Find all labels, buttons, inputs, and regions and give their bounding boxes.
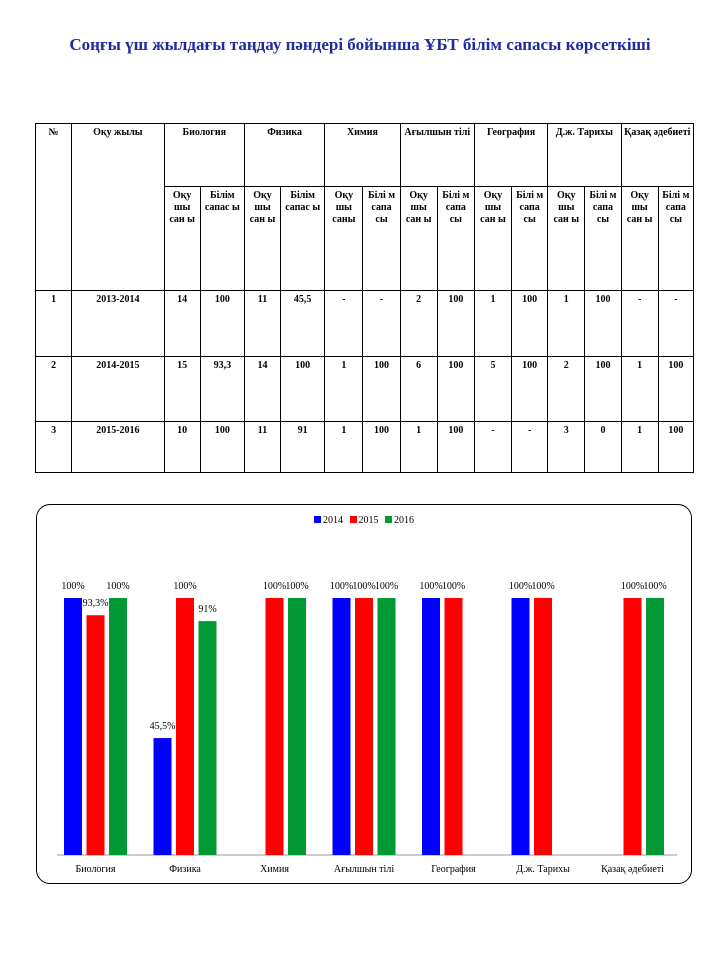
- subheader-students: Оқу шы сан ы: [621, 187, 658, 291]
- category-label: Биология: [75, 864, 116, 875]
- bar-2014: [512, 598, 530, 855]
- category-label: Д.ж. Тарихы: [516, 864, 570, 875]
- table-cell: 1: [474, 291, 511, 357]
- table-cell: 2: [548, 357, 585, 422]
- data-label: 100%: [262, 581, 287, 592]
- table-cell: 11: [244, 291, 280, 357]
- chart-container: [36, 504, 692, 884]
- col-header-subject: Ағылшын тілі: [400, 124, 474, 187]
- bar-2015: [176, 598, 194, 855]
- bar-2016: [109, 598, 127, 855]
- data-label: 100%: [61, 581, 85, 592]
- col-header-subject: Биология: [164, 124, 244, 187]
- bar-2015: [445, 598, 463, 855]
- table-cell: 1: [325, 357, 363, 422]
- table-row: [36, 291, 694, 357]
- subheader-quality: Білі м сапа сы: [585, 187, 621, 291]
- table-cell: 6: [400, 357, 437, 422]
- col-header-subject: Физика: [244, 124, 324, 187]
- category-label: География: [431, 864, 476, 875]
- data-label: 100%: [620, 581, 645, 592]
- table-cell: 15: [164, 357, 200, 422]
- table-row: [36, 422, 694, 473]
- col-header-year: Оқу жылы: [72, 124, 164, 291]
- data-label: 100%: [106, 581, 130, 592]
- table-cell: -: [325, 291, 363, 357]
- col-header-subject: География: [474, 124, 547, 187]
- table-cell: 100: [585, 291, 621, 357]
- table-cell: 14: [244, 357, 280, 422]
- data-label: 100%: [419, 581, 443, 592]
- bar-2016: [288, 598, 306, 855]
- table-cell: 100: [512, 291, 548, 357]
- legend-label: 2016: [394, 515, 414, 526]
- subheader-quality: Білі м сапа сы: [363, 187, 400, 291]
- row-year: 2014-2015: [72, 357, 164, 422]
- subheader-quality: Білі м сапа сы: [512, 187, 548, 291]
- col-header-subject: Қазақ әдебиеті: [621, 124, 693, 187]
- bar-2015: [355, 598, 373, 855]
- table-cell: -: [658, 291, 693, 357]
- bar-2016: [199, 621, 217, 855]
- table-cell: 2: [400, 291, 437, 357]
- table-cell: 0: [585, 422, 621, 473]
- row-number: 3: [36, 422, 72, 473]
- bar-2014: [422, 598, 440, 855]
- data-label: 100%: [173, 581, 197, 592]
- table-cell: 100: [281, 357, 325, 422]
- row-year: 2015-2016: [72, 422, 164, 473]
- table-cell: 100: [437, 291, 474, 357]
- data-label: 100%: [329, 581, 354, 592]
- category-label: Қазақ әдебиеті: [601, 864, 664, 875]
- bar-chart: [37, 505, 691, 883]
- table-cell: -: [621, 291, 658, 357]
- data-label: 100%: [643, 581, 667, 592]
- subheader-students: Оқу шы сан ы: [474, 187, 511, 291]
- table-cell: 100: [200, 291, 244, 357]
- data-label: 91%: [198, 604, 217, 616]
- data-label: 100%: [441, 581, 466, 592]
- table-cell: 100: [658, 422, 693, 473]
- table-cell: 3: [548, 422, 585, 473]
- table-cell: 1: [325, 422, 363, 473]
- data-label: 100%: [374, 581, 399, 592]
- table-row: [36, 357, 694, 422]
- subheader-students: Оқу шы саны: [325, 187, 363, 291]
- subheader-quality: Білім сапас ы: [281, 187, 325, 291]
- col-header-number: №: [36, 124, 72, 291]
- row-year: 2013-2014: [72, 291, 164, 357]
- bar-2015: [534, 598, 552, 855]
- subheader-quality: Білім сапас ы: [200, 187, 244, 291]
- table-cell: 1: [621, 357, 658, 422]
- table-cell: 100: [585, 357, 621, 422]
- data-label: 100%: [508, 581, 533, 592]
- row-number: 1: [36, 291, 72, 357]
- data-label: 45,5%: [149, 721, 176, 733]
- bar-2014: [333, 598, 351, 855]
- col-header-subject: Д.ж. Тарихы: [548, 124, 621, 187]
- bar-2014: [64, 598, 82, 855]
- table-cell: 100: [363, 357, 400, 422]
- table-cell: -: [512, 422, 548, 473]
- table-cell: 100: [200, 422, 244, 473]
- table-cell: 100: [437, 357, 474, 422]
- bar-2015: [624, 598, 642, 855]
- results-table: [35, 123, 694, 473]
- table-cell: 1: [548, 291, 585, 357]
- table-cell: 1: [621, 422, 658, 473]
- legend-label: 2014: [323, 515, 343, 526]
- subheader-students: Оқу шы сан ы: [244, 187, 280, 291]
- col-header-subject: Химия: [325, 124, 400, 187]
- table-cell: 100: [363, 422, 400, 473]
- table-cell: 45,5: [281, 291, 325, 357]
- data-label: 100%: [531, 581, 555, 592]
- table-cell: 1: [400, 422, 437, 473]
- table-cell: 10: [164, 422, 200, 473]
- bar-2016: [378, 598, 396, 855]
- legend-label: 2015: [358, 515, 379, 526]
- table-cell: -: [363, 291, 400, 357]
- subheader-quality: Білі м сапа сы: [658, 187, 693, 291]
- table-cell: 14: [164, 291, 200, 357]
- category-label: Химия: [260, 864, 289, 875]
- data-label: 93,3%: [82, 598, 109, 610]
- table-cell: 100: [437, 422, 474, 473]
- bar-2015: [266, 598, 284, 855]
- table-cell: 5: [474, 357, 511, 422]
- table-cell: 100: [512, 357, 548, 422]
- table-cell: 100: [658, 357, 693, 422]
- category-label: Ағылшын тілі: [333, 864, 395, 875]
- table-cell: -: [474, 422, 511, 473]
- subheader-quality: Білі м сапа сы: [437, 187, 474, 291]
- bar-2016: [646, 598, 664, 855]
- table-cell: 11: [244, 422, 280, 473]
- subheader-students: Оқу шы сан ы: [400, 187, 437, 291]
- subheader-students: Оқу шы сан ы: [164, 187, 200, 291]
- data-label: 100%: [285, 581, 309, 592]
- row-number: 2: [36, 357, 72, 422]
- subheader-students: Оқу шы сан ы: [548, 187, 585, 291]
- page-title: Соңғы үш жылдағы таңдау пәндері бойынша ҰБТ білім сапасы көрсеткіші: [69, 35, 651, 54]
- table-cell: 93,3: [200, 357, 244, 422]
- table-cell: 91: [281, 422, 325, 473]
- bar-2015: [87, 615, 105, 855]
- data-label: 100%: [352, 581, 376, 592]
- category-label: Физика: [169, 864, 201, 875]
- bar-2014: [154, 738, 172, 855]
